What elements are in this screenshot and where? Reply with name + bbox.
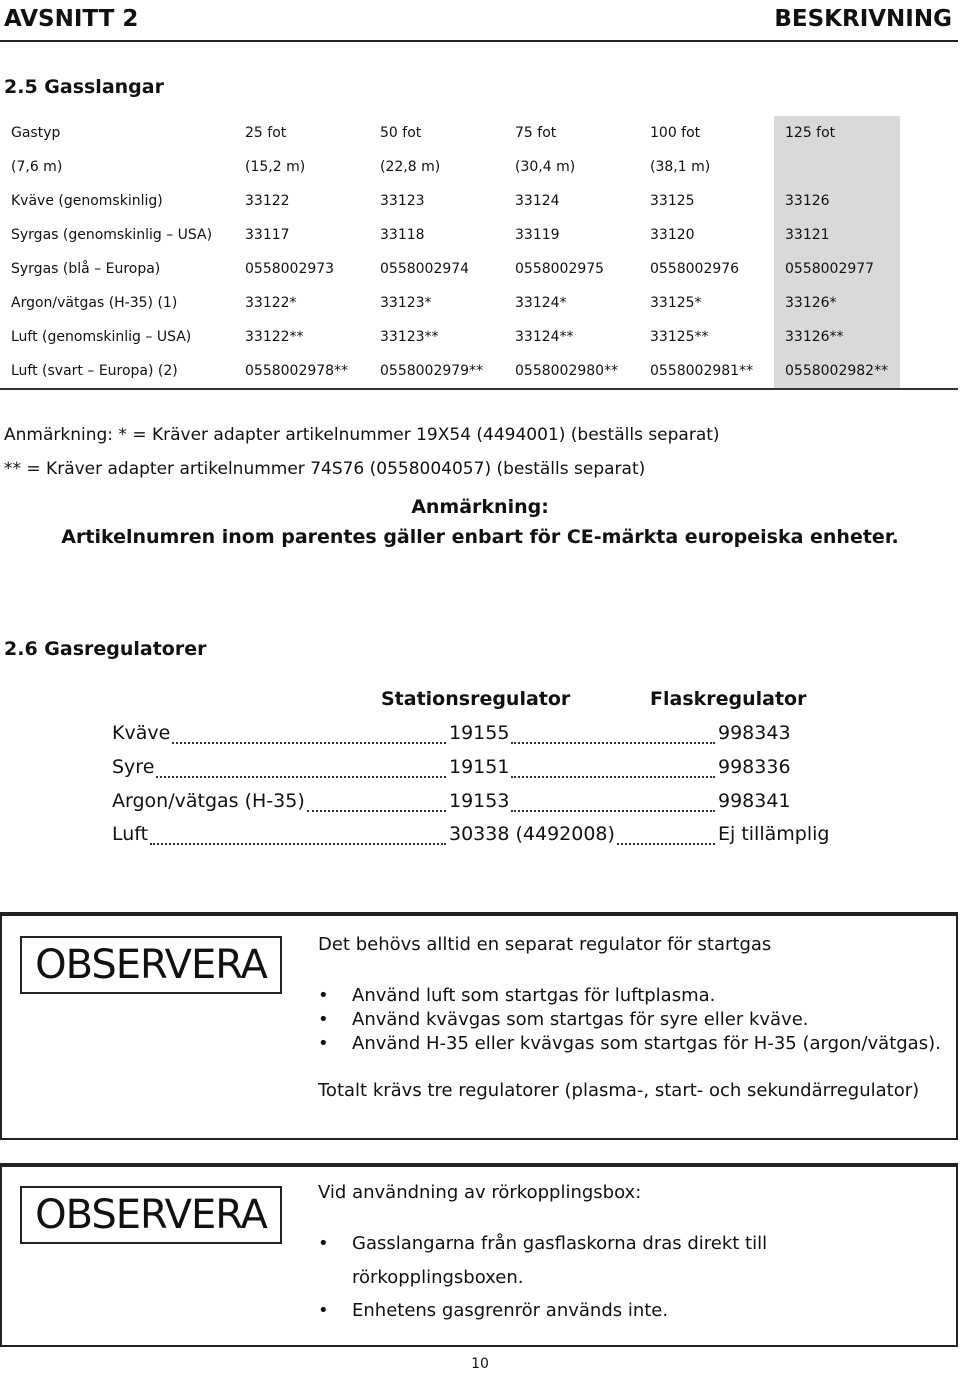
part-number-cell [774, 150, 900, 184]
column-header-station: Stationsregulator [381, 688, 571, 710]
part-number-cell: 33119 [515, 227, 560, 243]
table-margin-cell [900, 252, 958, 286]
leader-dots [307, 790, 446, 812]
part-number-cell: 33126** [774, 320, 900, 354]
table-row [0, 184, 958, 218]
part-number-cell: (15,2 m) [245, 159, 306, 175]
regulator-gas: Luft [112, 823, 149, 845]
part-number-cell: 50 fot [380, 125, 422, 141]
notice-box-regulator: OBSERVERA Det behövs alltid en separat regulator för startgas • Använd luft som startgas för luftplasma. • Använd kvävgas som startgas för syre eller kväve. • Använd H-35 eller kvävgas som startgas för H-35 (argon/vätgas). Totalt krävs tre regulatorer (plasma-, start- och sekundärregulator) [0, 912, 958, 1140]
regulator-flask-number: 998336 [718, 756, 791, 778]
notice-outro: Totalt krävs tre regulatorer (plasma-, start- och sekundärregulator) [318, 1080, 920, 1101]
regulator-gas: Syre [112, 756, 155, 778]
part-number-cell: 33126* [774, 286, 900, 320]
page-header [0, 0, 958, 42]
leader-dots [617, 823, 715, 845]
part-number-cell: 33126 [774, 184, 900, 218]
leader-dots [156, 756, 446, 778]
gas-type-cell: Syrgas (genomskinlig – USA) [11, 227, 213, 243]
note-double-asterisk: ** = Kräver adapter artikelnummer 74S76 (0558004057) (beställs separat) [4, 459, 646, 479]
table-row [0, 286, 958, 320]
gas-type-cell: Kväve (genomskinlig) [11, 193, 163, 209]
regulator-station-number: 30338 (4492008) [449, 823, 615, 845]
chapter-label: BESKRIVNING [774, 6, 952, 32]
bullet-marker: • [318, 1233, 329, 1254]
note-ce-text: Artikelnumren inom parentes gäller enbart för CE-märkta europeiska enheter. [61, 526, 899, 548]
notice-label: OBSERVERA [20, 1186, 282, 1244]
part-number-cell: 25 fot [245, 125, 287, 141]
part-number-cell: 0558002979** [380, 363, 484, 379]
part-number-cell: 0558002975 [515, 261, 605, 277]
part-number-cell: 33123 [380, 193, 425, 209]
notice-label: OBSERVERA [20, 936, 282, 994]
table-row [0, 354, 958, 389]
table-margin-cell [900, 150, 958, 184]
leader-dots [172, 722, 446, 744]
leader-dots [511, 756, 715, 778]
part-number-cell: 0558002974 [380, 261, 470, 277]
part-number-cell: 33122** [245, 329, 304, 345]
table-margin-cell [900, 116, 958, 150]
page-number: 10 [471, 1356, 489, 1372]
part-number-cell: 33122 [245, 193, 290, 209]
gas-type-cell: Syrgas (blå – Europa) [11, 261, 161, 277]
bullet-marker: • [318, 1009, 329, 1030]
gas-type-cell: Luft (genomskinlig – USA) [11, 329, 192, 345]
notice-intro: Det behövs alltid en separat regulator för startgas [318, 934, 772, 955]
part-number-cell: (22,8 m) [380, 159, 441, 175]
part-number-cell: 0558002977 [774, 252, 900, 286]
gas-type-cell: (7,6 m) [11, 159, 63, 175]
part-number-cell: (38,1 m) [650, 159, 711, 175]
part-number-cell: 100 fot [650, 125, 701, 141]
part-number-cell: 33123* [380, 295, 432, 311]
part-number-cell: 0558002976 [650, 261, 740, 277]
table-margin-cell [900, 184, 958, 218]
table-margin-cell [900, 320, 958, 354]
regulator-gas: Argon/vätgas (H-35) [112, 790, 305, 812]
part-number-cell: 33124 [515, 193, 560, 209]
regulator-gas: Kväve [112, 722, 171, 744]
part-number-cell: 33124** [515, 329, 574, 345]
leader-dots [150, 823, 446, 845]
table-row [0, 218, 958, 252]
part-number-cell: 33125 [650, 193, 695, 209]
note-ce-title: Anmärkning: [411, 496, 549, 518]
section-title-gasregulatorer: 2.6 Gasregulatorer [4, 638, 207, 660]
part-number-cell: (30,4 m) [515, 159, 576, 175]
notice-intro: Vid användning av rörkopplingsbox: [318, 1182, 642, 1203]
section-title-gasslangar: 2.5 Gasslangar [4, 76, 164, 98]
regulator-station-number: 19155 [449, 722, 510, 744]
table-row [0, 116, 958, 150]
part-number-cell: 0558002978** [245, 363, 349, 379]
regulator-flask-number: Ej tillämplig [718, 823, 830, 845]
table-margin-cell [900, 218, 958, 252]
table-margin-cell [900, 286, 958, 320]
part-number-cell: 33121 [774, 218, 900, 252]
hose-table [0, 116, 958, 390]
regulator-flask-number: 998341 [718, 790, 791, 812]
section-label: AVSNITT 2 [4, 6, 139, 32]
notice-box-piping: OBSERVERA Vid användning av rörkopplingsbox: • Gasslangarna från gasflaskorna dras direkt till rörkopplingsboxen. • Enhetens gasgrenrör används inte. [0, 1163, 958, 1347]
leader-dots [511, 790, 715, 812]
gas-type-cell: Gastyp [11, 125, 61, 141]
regulator-station-number: 19153 [449, 790, 510, 812]
bullet-marker: • [318, 985, 329, 1006]
note-single-asterisk: Anmärkning: * = Kräver adapter artikelnummer 19X54 (4494001) (beställs separat) [4, 425, 720, 445]
part-number-cell: 33125** [650, 329, 709, 345]
part-number-cell: 33120 [650, 227, 695, 243]
column-header-flask: Flaskregulator [650, 688, 807, 710]
part-number-cell: 0558002981** [650, 363, 754, 379]
part-number-cell: 33118 [380, 227, 425, 243]
regulator-flask-number: 998343 [718, 722, 791, 744]
part-number-cell: 75 fot [515, 125, 557, 141]
part-number-cell: 33117 [245, 227, 290, 243]
leader-dots [511, 722, 715, 744]
part-number-cell: 0558002973 [245, 261, 335, 277]
table-row [0, 320, 958, 354]
part-number-cell: 125 fot [774, 116, 900, 150]
part-number-cell: 33124* [515, 295, 567, 311]
table-row [0, 150, 958, 184]
part-number-cell: 0558002982** [774, 354, 900, 389]
part-number-cell: 0558002980** [515, 363, 619, 379]
bullet-marker: • [318, 1300, 329, 1321]
table-row [0, 252, 958, 286]
part-number-cell: 33122* [245, 295, 297, 311]
regulator-station-number: 19151 [449, 756, 510, 778]
table-margin-cell [900, 354, 958, 389]
part-number-cell: 33123** [380, 329, 439, 345]
gas-type-cell: Luft (svart – Europa) (2) [11, 363, 178, 379]
gas-type-cell: Argon/vätgas (H-35) (1) [11, 295, 178, 311]
part-number-cell: 33125* [650, 295, 702, 311]
bullet-marker: • [318, 1033, 329, 1054]
